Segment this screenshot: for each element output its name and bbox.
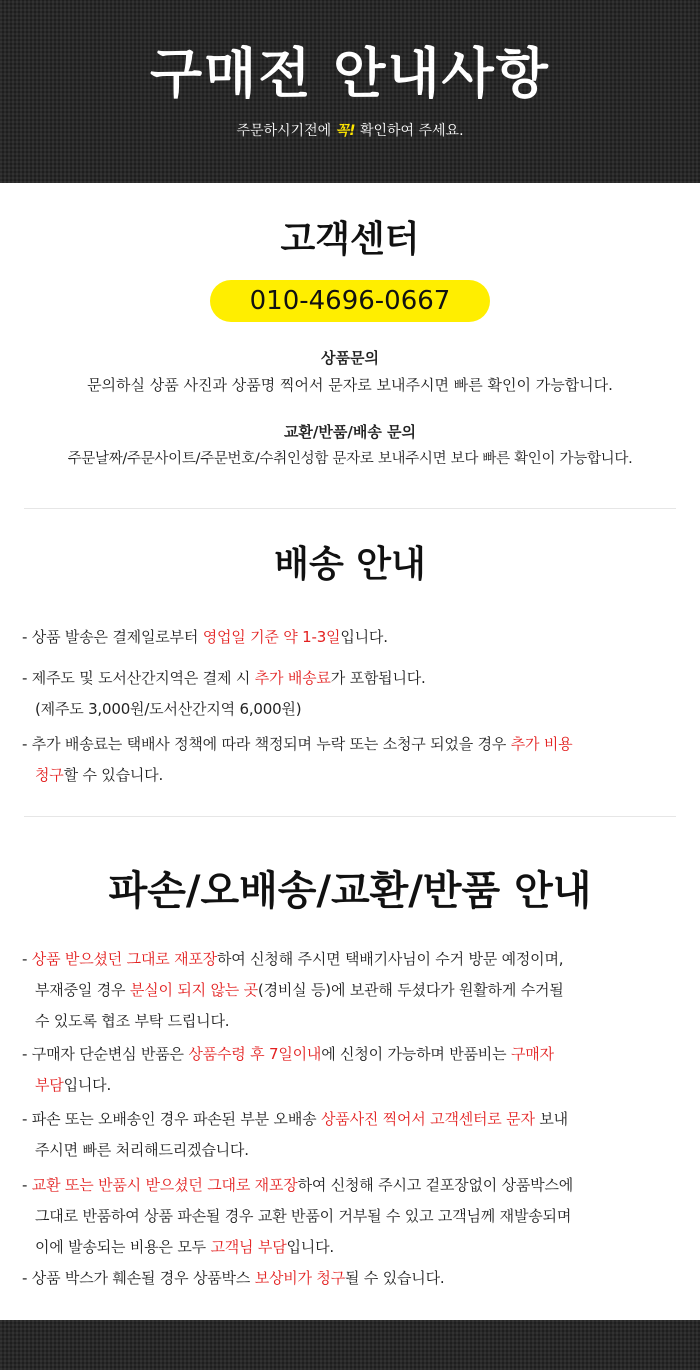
phone-number[interactable]: 010-4696-0667 [210, 280, 490, 322]
damage-bullet-2: - 구매자 단순변심 반품은 상품수령 후 7일이내에 신청이 가능하며 반품비는 구매자 부담입니다. [22, 1045, 554, 1094]
product-inquiry-label: 상품문의 [321, 349, 379, 367]
subtitle-post: 확인하여 주세요. [355, 123, 464, 139]
product-inquiry-text: 문의하실 상품 사진과 상품명 찍어서 문자로 보내주시면 빠른 확인이 가능합니다. [87, 376, 613, 394]
damage-bullet-1: - 상품 받으셨던 그대로 재포장하여 신청해 주시면 택배기사님이 수거 방문 예정이며, 부재중일 경우 분실이 되지 않는 곳(경비실 등)에 보관해 두셨다가 원활하게 수거될 수 있도록 협조 부탁 드립니다. [22, 950, 564, 1030]
damage-bullet-5: - 상품 박스가 훼손될 경우 상품박스 보상비가 청구될 수 있습니다. [22, 1269, 445, 1287]
page-title: 구매전 안내사항 [150, 42, 550, 105]
section-divider [24, 816, 676, 817]
subtitle-emphasis: 꼭! [335, 123, 356, 139]
header-banner [0, 0, 700, 183]
shipping-bullet-2: - 제주도 및 도서산간지역은 결제 시 추가 배송료가 포함됩니다. (제주도 3,000원/도서산간지역 6,000원) [22, 669, 426, 718]
section-divider [24, 508, 676, 509]
footer-bar [0, 1320, 700, 1370]
exchange-inquiry-label: 교환/반품/배송 문의 [283, 423, 417, 441]
customer-center-title: 고객센터 [280, 219, 420, 260]
damage-bullet-3: - 파손 또는 오배송인 경우 파손된 부분 오배송 상품사진 찍어서 고객센터로 문자 보내 주시면 빠른 처리해드리겠습니다. [22, 1110, 568, 1159]
shipping-bullet-3: - 추가 배송료는 택배사 정책에 따라 책정되며 누락 또는 소청구 되었을 경우 추가 비용 청구할 수 있습니다. [22, 735, 573, 784]
subtitle-pre: 주문하시기전에 [236, 123, 336, 139]
damage-bullet-4: - 교환 또는 반품시 받으셨던 그대로 재포장하여 신청해 주시고 겉포장없이 상품박스에 그대로 반품하여 상품 파손될 경우 교환 반품이 거부될 수 있고 고객님께 재발송되며 이에 발송되는 비용은 모두 고객님 부담입니다. [22, 1176, 574, 1256]
shipping-bullet-1: - 상품 발송은 결제일로부터 영업일 기준 약 1-3일입니다. [22, 628, 388, 646]
exchange-inquiry-text: 주문날짜/주문사이트/주문번호/수취인성함 문자로 보내주시면 보다 빠른 확인이 가능합니다. [67, 451, 633, 467]
damage-return-title: 파손/오배송/교환/반품 안내 [108, 868, 592, 914]
page-subtitle [0, 120, 700, 142]
shipping-title: 배송 안내 [274, 544, 426, 585]
